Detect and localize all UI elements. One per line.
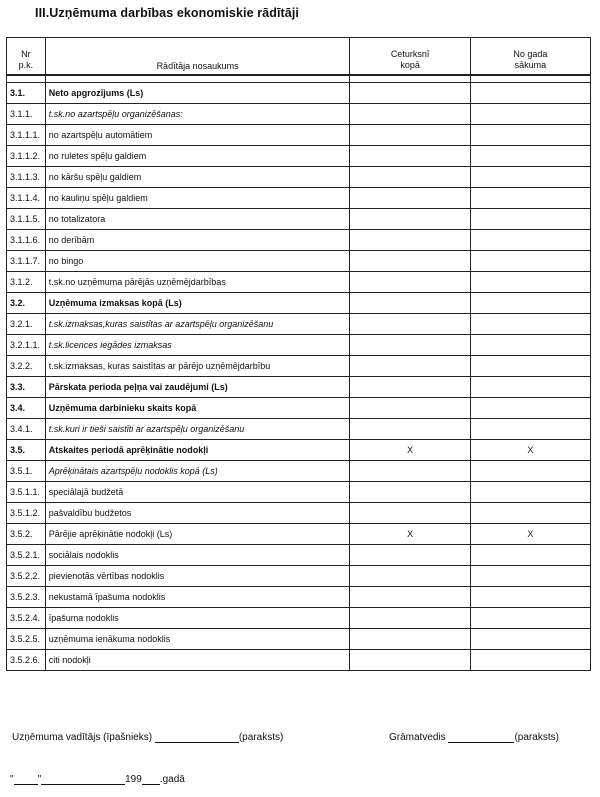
date-day-blank[interactable]	[14, 784, 38, 785]
row-name: t.sk.izmaksas, kuras saistītas ar pārējo uzņēmējdarbību	[45, 356, 350, 377]
row-name: no azartspēļu automātiem	[45, 125, 350, 146]
table-row	[7, 461, 591, 482]
row-quarter-cell[interactable]	[350, 545, 470, 566]
row-quarter-cell[interactable]	[350, 503, 470, 524]
row-number: 3.1.1.6.	[7, 230, 46, 251]
row-name: citi nodokļi	[45, 650, 350, 671]
row-number: 3.1.2.	[7, 272, 46, 293]
row-name: Neto apgrozījums (Ls)	[45, 83, 350, 104]
row-name: pievienotās vērtības nodoklis	[45, 566, 350, 587]
row-quarter-cell[interactable]: X	[350, 524, 470, 545]
row-quarter-cell[interactable]	[350, 209, 470, 230]
header-name: Rādītāja nosaukums	[45, 38, 350, 76]
table-row	[7, 608, 591, 629]
row-quarter-cell[interactable]	[350, 272, 470, 293]
row-name: no derībām	[45, 230, 350, 251]
row-number: 3.2.	[7, 293, 46, 314]
row-name: uzņēmuma ienākuma nodoklis	[45, 629, 350, 650]
row-year-cell[interactable]	[470, 188, 590, 209]
table-row	[7, 398, 591, 419]
row-quarter-cell[interactable]: X	[350, 440, 470, 461]
row-quarter-cell[interactable]	[350, 314, 470, 335]
manager-signature-line	[12, 732, 283, 743]
row-year-cell[interactable]	[470, 230, 590, 251]
row-number: 3.5.2.2.	[7, 566, 46, 587]
row-year-cell[interactable]	[470, 629, 590, 650]
row-number: 3.5.2.6.	[7, 650, 46, 671]
date-year-blank[interactable]	[142, 784, 160, 785]
row-name: t.sk.licences iegādes izmaksas	[45, 335, 350, 356]
row-year-cell[interactable]	[470, 503, 590, 524]
row-quarter-cell[interactable]	[350, 146, 470, 167]
row-quarter-cell[interactable]	[350, 629, 470, 650]
table-row	[7, 440, 591, 461]
row-name: īpašuma nodoklis	[45, 608, 350, 629]
row-quarter-cell[interactable]	[350, 398, 470, 419]
row-year-cell[interactable]	[470, 587, 590, 608]
row-year-cell[interactable]	[470, 356, 590, 377]
row-name: nekustamā īpašuma nodoklis	[45, 587, 350, 608]
table-row	[7, 251, 591, 272]
row-number: 3.1.1.4.	[7, 188, 46, 209]
row-number: 3.2.2.	[7, 356, 46, 377]
header-nr: Nr p.k.	[7, 38, 46, 76]
date-month-blank[interactable]	[41, 784, 125, 785]
row-year-cell[interactable]	[470, 608, 590, 629]
table-row	[7, 524, 591, 545]
table-row	[7, 629, 591, 650]
row-number: 3.2.1.1.	[7, 335, 46, 356]
page-title: III.Uzņēmuma darbības ekonomiskie rādītāji	[35, 6, 300, 20]
accountant-signature-line	[389, 732, 559, 743]
row-number: 3.5.1.	[7, 461, 46, 482]
row-year-cell[interactable]	[470, 167, 590, 188]
indicators-table	[6, 37, 591, 671]
row-quarter-cell[interactable]	[350, 104, 470, 125]
row-quarter-cell[interactable]	[350, 419, 470, 440]
row-name: no kāršu spēļu galdiem	[45, 167, 350, 188]
row-name: Pārskata perioda peļņa vai zaudējumi (Ls)	[45, 377, 350, 398]
row-name: t.sk.no azartspēļu organizēšanas:	[45, 104, 350, 125]
row-quarter-cell[interactable]	[350, 230, 470, 251]
table-row	[7, 125, 591, 146]
row-number: 3.5.2.	[7, 524, 46, 545]
row-name: Uzņēmuma izmaksas kopā (Ls)	[45, 293, 350, 314]
row-number: 3.1.1.2.	[7, 146, 46, 167]
table-row	[7, 104, 591, 125]
table-row	[7, 650, 591, 671]
row-year-cell[interactable]: X	[470, 524, 590, 545]
table-row	[7, 566, 591, 587]
row-quarter-cell[interactable]	[350, 293, 470, 314]
row-number: 3.1.1.7.	[7, 251, 46, 272]
date-year-prefix: 199	[125, 774, 142, 785]
accountant-signature-blank[interactable]	[448, 742, 514, 743]
row-quarter-cell[interactable]	[350, 125, 470, 146]
table-row	[7, 146, 591, 167]
row-quarter-cell[interactable]	[350, 650, 470, 671]
row-year-cell[interactable]: X	[470, 440, 590, 461]
row-year-cell[interactable]	[470, 125, 590, 146]
row-name: t.sk.kuri ir tieši saistīti ar azartspēļu organizēšanu	[45, 419, 350, 440]
accountant-signature-label: (paraksts)	[514, 732, 559, 743]
row-quarter-cell[interactable]	[350, 335, 470, 356]
row-name: sociālais nodoklis	[45, 545, 350, 566]
row-name: no ruletes spēļu galdiem	[45, 146, 350, 167]
table-row	[7, 377, 591, 398]
manager-label: Uzņēmuma vadītājs (īpašnieks)	[12, 732, 153, 743]
row-number: 3.1.1.	[7, 104, 46, 125]
row-name: Uzņēmuma darbinieku skaits kopā	[45, 398, 350, 419]
row-year-cell[interactable]	[470, 104, 590, 125]
row-number: 3.4.	[7, 398, 46, 419]
date-line: " " 199 .gadā	[10, 774, 185, 785]
header-year: No gada sākuma	[470, 38, 590, 76]
table-row	[7, 314, 591, 335]
row-number: 3.1.	[7, 83, 46, 104]
date-suffix: .gadā	[159, 774, 185, 785]
row-year-cell[interactable]	[470, 566, 590, 587]
row-number: 3.1.1.3.	[7, 167, 46, 188]
row-year-cell[interactable]	[470, 335, 590, 356]
table-row	[7, 167, 591, 188]
row-name: no totalizatora	[45, 209, 350, 230]
row-quarter-cell[interactable]	[350, 188, 470, 209]
row-number: 3.1.1.5.	[7, 209, 46, 230]
table-row	[7, 272, 591, 293]
row-name: Atskaites periodā aprēķinātie nodokļi	[45, 440, 350, 461]
table-row	[7, 545, 591, 566]
manager-signature-label: (paraksts)	[238, 732, 284, 743]
table-header-row	[7, 38, 591, 76]
row-quarter-cell[interactable]	[350, 83, 470, 104]
table-row	[7, 482, 591, 503]
table-row	[7, 419, 591, 440]
row-number: 3.3.	[7, 377, 46, 398]
row-year-cell[interactable]	[470, 293, 590, 314]
row-name: no bingo	[45, 251, 350, 272]
row-year-cell[interactable]	[470, 272, 590, 293]
row-number: 3.5.2.3.	[7, 587, 46, 608]
row-quarter-cell[interactable]	[350, 356, 470, 377]
table-row	[7, 209, 591, 230]
table-row	[7, 293, 591, 314]
row-number: 3.5.2.5.	[7, 629, 46, 650]
table-row	[7, 335, 591, 356]
row-quarter-cell[interactable]	[350, 461, 470, 482]
row-number: 3.5.2.1.	[7, 545, 46, 566]
table-row	[7, 587, 591, 608]
row-name: Pārējie aprēķinātie nodokļi (Ls)	[45, 524, 350, 545]
row-year-cell[interactable]	[470, 209, 590, 230]
row-number: 3.5.1.1.	[7, 482, 46, 503]
table-row	[7, 230, 591, 251]
row-year-cell[interactable]	[470, 251, 590, 272]
table-row	[7, 188, 591, 209]
row-name: no kauliņu spēļu galdiem	[45, 188, 350, 209]
row-number: 3.5.	[7, 440, 46, 461]
row-number: 3.5.1.2.	[7, 503, 46, 524]
row-quarter-cell[interactable]	[350, 251, 470, 272]
header-separator	[7, 75, 591, 83]
row-quarter-cell[interactable]	[350, 377, 470, 398]
row-quarter-cell[interactable]	[350, 167, 470, 188]
row-number: 3.2.1.	[7, 314, 46, 335]
table-row	[7, 83, 591, 104]
row-year-cell[interactable]	[470, 377, 590, 398]
row-name: pašvaldību budžetos	[45, 503, 350, 524]
row-quarter-cell[interactable]	[350, 587, 470, 608]
row-number: 3.1.1.1.	[7, 125, 46, 146]
row-year-cell[interactable]	[470, 146, 590, 167]
row-year-cell[interactable]	[470, 419, 590, 440]
table-row	[7, 503, 591, 524]
manager-signature-blank[interactable]	[155, 742, 239, 743]
row-year-cell[interactable]	[470, 461, 590, 482]
row-year-cell[interactable]	[470, 314, 590, 335]
row-year-cell[interactable]	[470, 650, 590, 671]
row-name: Aprēķinātais azartspēļu nodoklis kopā (Ls)	[45, 461, 350, 482]
row-quarter-cell[interactable]	[350, 608, 470, 629]
row-quarter-cell[interactable]	[350, 482, 470, 503]
row-name: t.sk.no uzņēmuma pārējās uzņēmējdarbības	[45, 272, 350, 293]
row-year-cell[interactable]	[470, 83, 590, 104]
row-year-cell[interactable]	[470, 482, 590, 503]
row-quarter-cell[interactable]	[350, 566, 470, 587]
row-year-cell[interactable]	[470, 545, 590, 566]
row-number: 3.5.2.4.	[7, 608, 46, 629]
header-quarter: Ceturksnī kopā	[350, 38, 470, 76]
row-year-cell[interactable]	[470, 398, 590, 419]
table-body	[7, 75, 591, 671]
row-name: speciālajā budžetā	[45, 482, 350, 503]
row-number: 3.4.1.	[7, 419, 46, 440]
row-name: t.sk.izmaksas,kuras saistītas ar azartspēļu organizēšanu	[45, 314, 350, 335]
accountant-label: Grāmatvedis	[389, 732, 446, 743]
table-row	[7, 356, 591, 377]
